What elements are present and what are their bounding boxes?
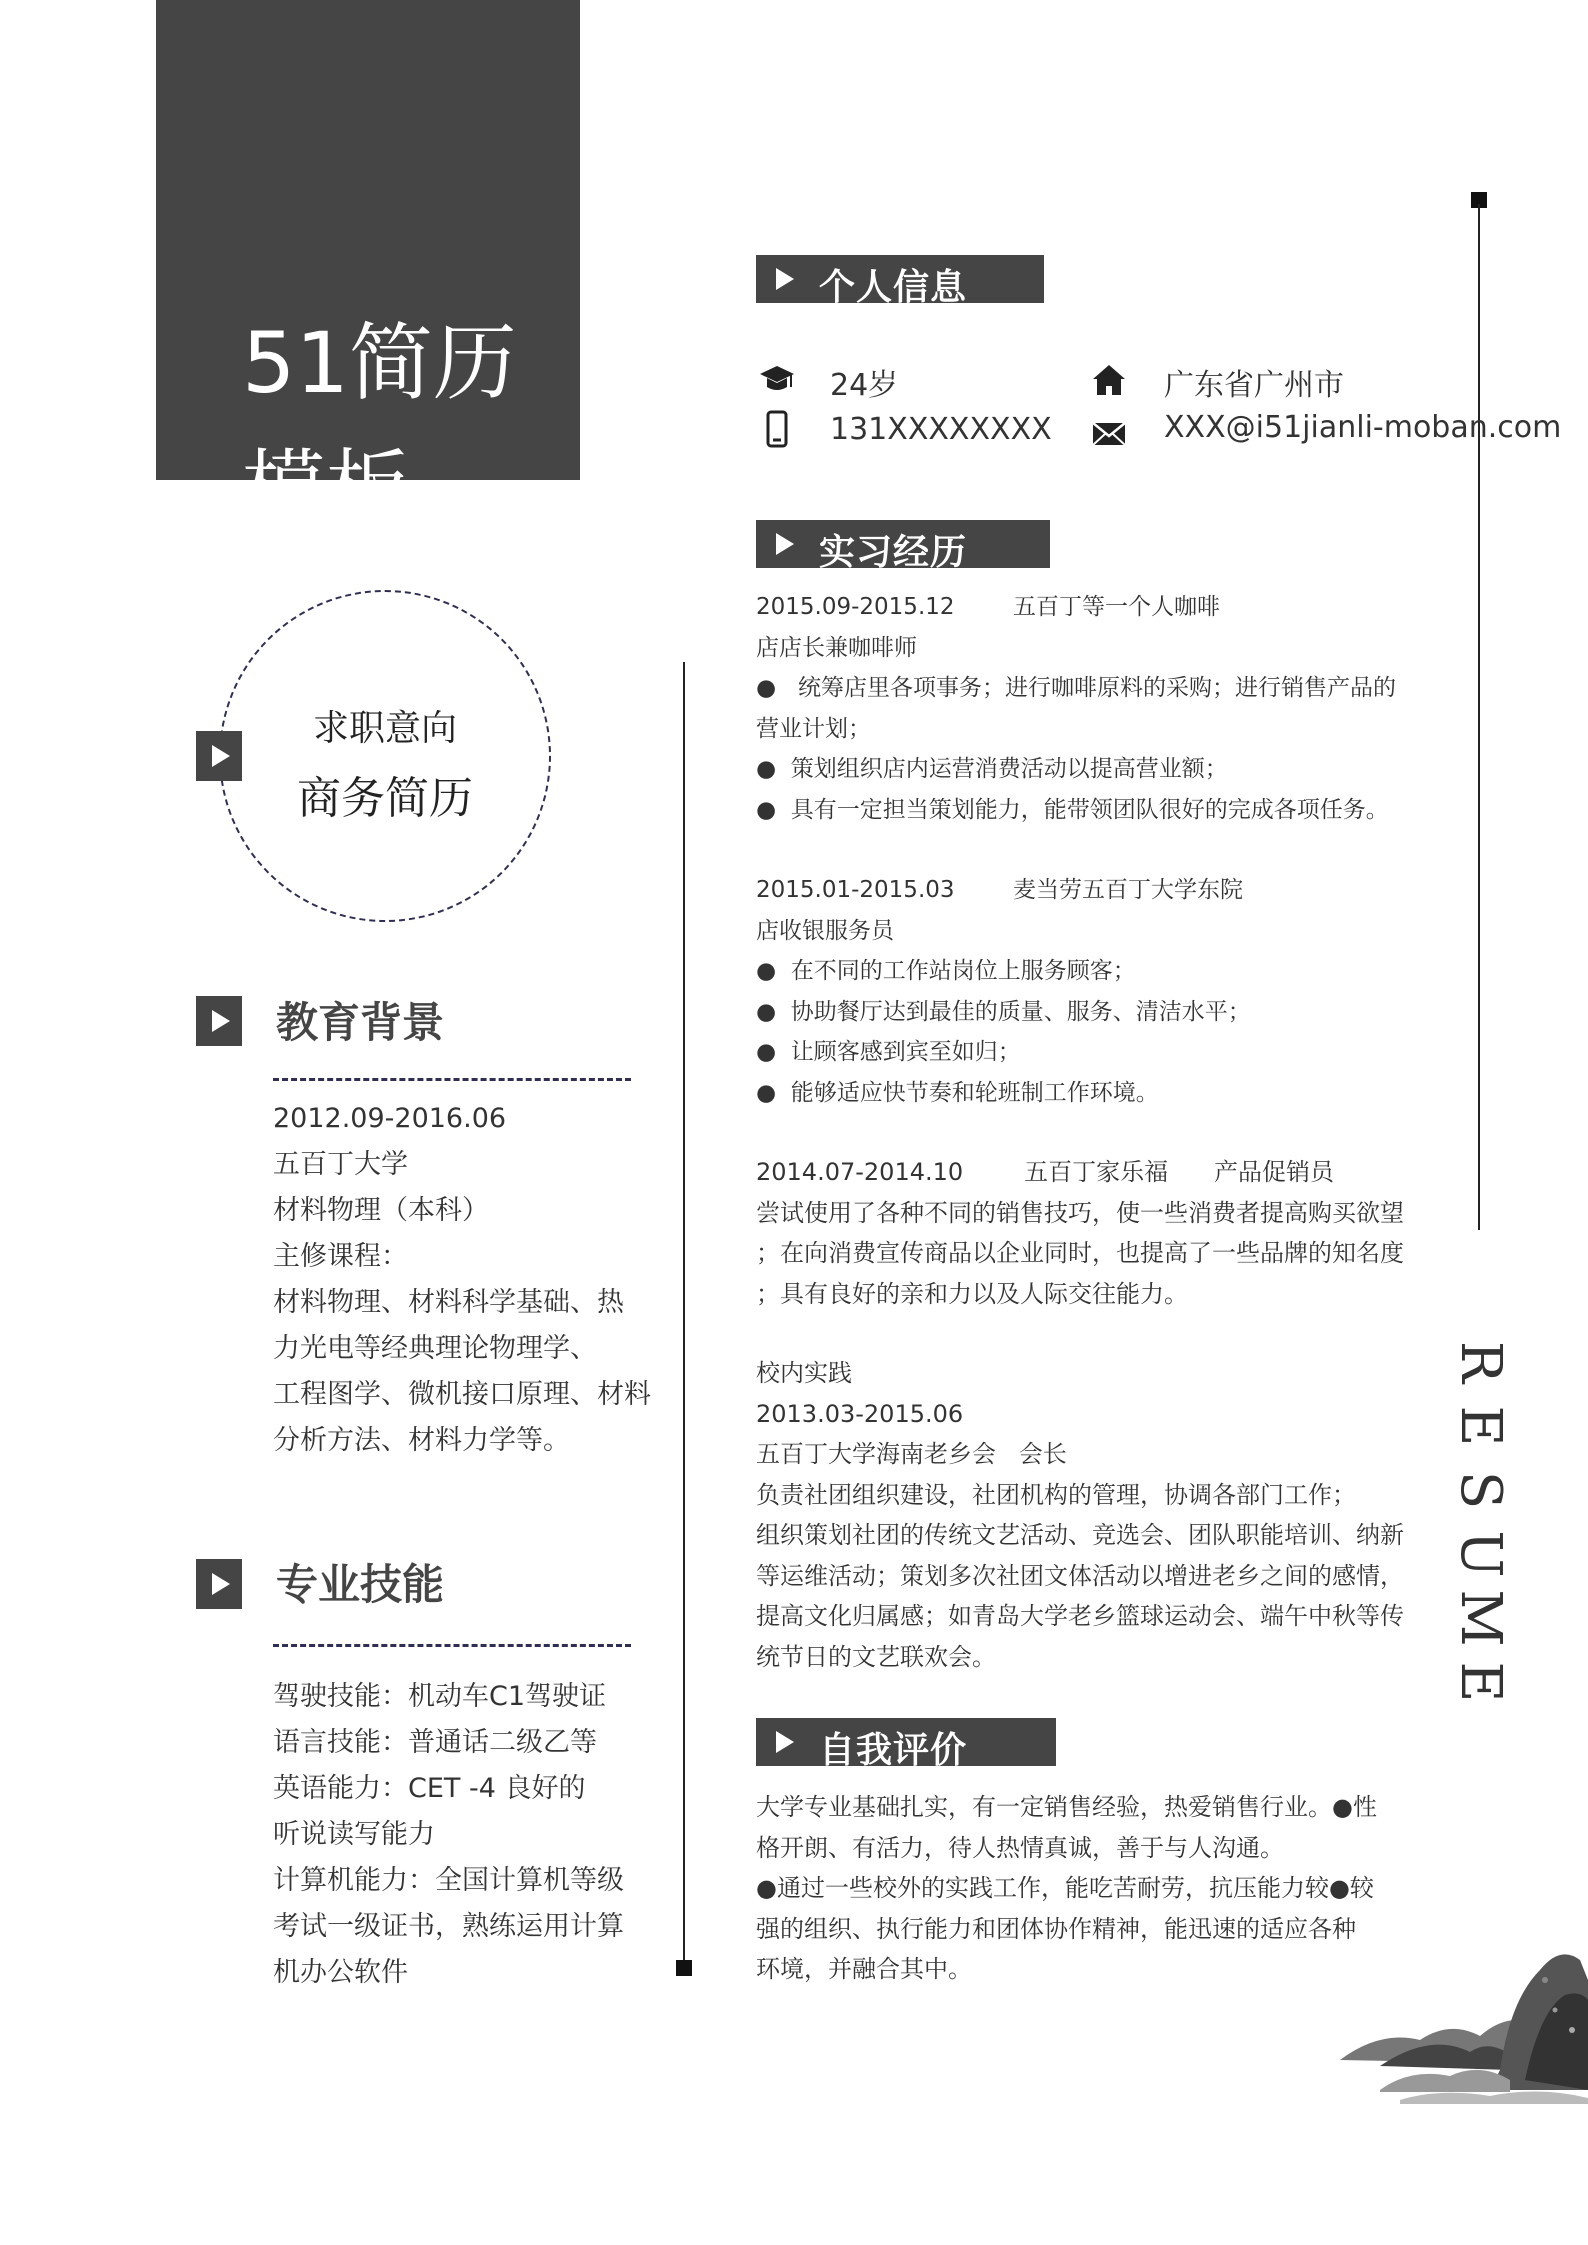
resume-letter: M	[1448, 1589, 1513, 1647]
internship-job-2	[756, 870, 1251, 1113]
job-header: 2015.09-2015.12 五百丁等一个人咖啡	[756, 594, 1221, 620]
education-heading: 教育背景	[276, 998, 445, 1047]
graduation-cap-icon	[758, 360, 796, 398]
location-value: 广东省广州市	[1164, 368, 1344, 403]
job-header: 2015.01-2015.03 麦当劳五百丁大学东院	[756, 877, 1244, 903]
skills-line: 计算机能力：全国计算机等级	[273, 1865, 624, 1896]
resume-title: 51简历模板	[242, 314, 517, 538]
skills-line: 英语能力：CET -4 良好的	[273, 1773, 586, 1804]
job-line: ● 在不同的工作站岗位上服务顾客；	[756, 958, 1136, 984]
job-line: 负责社团组织建设，社团机构的管理，协调各部门工作；	[756, 1480, 1356, 1509]
self-eval-heading: 自我评价	[819, 1730, 968, 1771]
personal-info-banner	[756, 255, 1044, 308]
skills-line: 考试一级证书，熟练运用计算	[273, 1911, 624, 1942]
skills-line: 听说读写能力	[273, 1819, 435, 1850]
job-line: ● 具有一定担当策划能力，能带领团队很好的完成各项任务。	[756, 796, 1389, 823]
job-line: 组织策划社团的传统文艺活动、竞选会、团队职能培训、纳新	[756, 1521, 1404, 1549]
internship-banner	[756, 520, 1050, 573]
job-line: 等运维活动；策划多次社团文体活动以增进老乡之间的感情，	[756, 1561, 1404, 1590]
job-line: 尝试使用了各种不同的销售技巧，使一些消费者提高购买欲望	[756, 1198, 1404, 1227]
job-line: ● 协助餐厅达到最佳的质量、服务、清洁水平；	[756, 998, 1251, 1025]
job-line: ● 策划组织店内运营消费活动以提高营业额；	[756, 756, 1228, 782]
center-line-end-square	[676, 1960, 692, 1976]
mountain-landscape-illustration	[1340, 1940, 1588, 2110]
title-block	[156, 0, 580, 538]
skills-line: 驾驶技能：机动车C1驾驶证	[273, 1681, 607, 1712]
self-eval-text	[756, 1787, 1377, 1990]
job-line: ；在向消费宣传商品以企业同时，也提高了一些品牌的知名度	[756, 1239, 1404, 1267]
self-eval-line: 格开朗、有活力，待人热情真诚，善于与人沟通。	[756, 1833, 1284, 1862]
job-line: ；具有良好的亲和力以及人际交往能力。	[756, 1279, 1188, 1308]
campus-practice	[756, 1353, 1404, 1677]
education-line: 分析方法、材料力学等。	[273, 1425, 570, 1456]
skills-line: 语言技能：普通话二级乙等	[273, 1727, 597, 1758]
self-eval-banner	[756, 1718, 1056, 1771]
education-line: 2012.09-2016.06	[273, 1103, 507, 1134]
job-intent-label: 求职意向	[312, 708, 457, 749]
job-header: 校内实践	[756, 1359, 852, 1387]
education-line: 材料物理、材料科学基础、热	[273, 1287, 624, 1318]
skills-play-icon	[196, 1559, 242, 1609]
skills-divider	[273, 1644, 631, 1647]
skills-details	[273, 1674, 624, 1996]
self-eval-line: 强的组织、执行能力和团体协作精神，能迅速的适应各种	[756, 1914, 1356, 1943]
skills-line: 机办公软件	[273, 1957, 408, 1988]
right-divider-line	[1478, 204, 1480, 1230]
job-line: ● 统筹店里各项事务；进行咖啡原料的采购；进行销售产品的	[756, 675, 1397, 701]
job-role: 2013.03-2015.06	[756, 1399, 964, 1428]
job-header: 2014.07-2014.10 五百丁家乐福 产品促销员	[756, 1158, 1334, 1186]
job-role: 店店长兼咖啡师	[756, 634, 917, 661]
job-line: 统节日的文艺联欢会。	[756, 1642, 996, 1671]
job-line: 五百丁大学海南老乡会 会长	[756, 1440, 1067, 1468]
email-value: XXX@i51jianli-moban.com	[1164, 410, 1562, 445]
education-divider	[273, 1078, 631, 1081]
phone-value: 131XXXXXXXX	[830, 412, 1052, 447]
education-line: 主修课程：	[273, 1241, 408, 1272]
job-intent-circle	[219, 590, 551, 922]
education-line: 五百丁大学	[273, 1149, 408, 1180]
internship-heading: 实习经历	[819, 532, 968, 573]
resume-letter: S	[1448, 1470, 1513, 1510]
envelope-icon	[1090, 414, 1128, 452]
self-eval-line: 环境，并融合其中。	[756, 1955, 972, 1983]
center-divider-line	[683, 662, 685, 1964]
job-line: 营业计划；	[756, 715, 871, 742]
job-role: 店收银服务员	[756, 917, 894, 944]
internship-job-3	[756, 1152, 1404, 1314]
personal-info-heading: 个人信息	[819, 267, 968, 308]
home-icon	[1090, 360, 1128, 398]
resume-letter: E	[1448, 1661, 1513, 1703]
resume-vertical-word	[1440, 1330, 1520, 1714]
resume-letter: U	[1448, 1530, 1513, 1578]
skills-heading: 专业技能	[276, 1560, 445, 1609]
resume-letter: R	[1448, 1340, 1513, 1384]
self-eval-line: ●通过一些校外的实践工作，能吃苦耐劳，抗压能力较●较	[756, 1874, 1374, 1902]
mobile-phone-icon	[758, 410, 796, 448]
self-eval-line: 大学专业基础扎实，有一定销售经验，热爱销售行业。●性	[756, 1793, 1377, 1821]
education-play-icon	[196, 996, 242, 1046]
job-line: 提高文化归属感；如青岛大学老乡篮球运动会、端午中秋等传	[756, 1602, 1404, 1630]
job-intent-value: 商务简历	[297, 773, 473, 824]
education-line: 力光电等经典理论物理学、	[273, 1333, 597, 1364]
education-details	[273, 1096, 651, 1464]
internship-job-1	[756, 587, 1396, 830]
education-line: 工程图学、微机接口原理、材料	[273, 1379, 651, 1410]
education-line: 材料物理（本科）	[273, 1195, 489, 1226]
age-value: 24岁	[830, 368, 899, 403]
job-line: ● 让顾客感到宾至如归；	[756, 1039, 1021, 1065]
resume-letter: E	[1448, 1405, 1513, 1447]
job-line: ● 能够适应快节奏和轮班制工作环境。	[756, 1079, 1159, 1106]
